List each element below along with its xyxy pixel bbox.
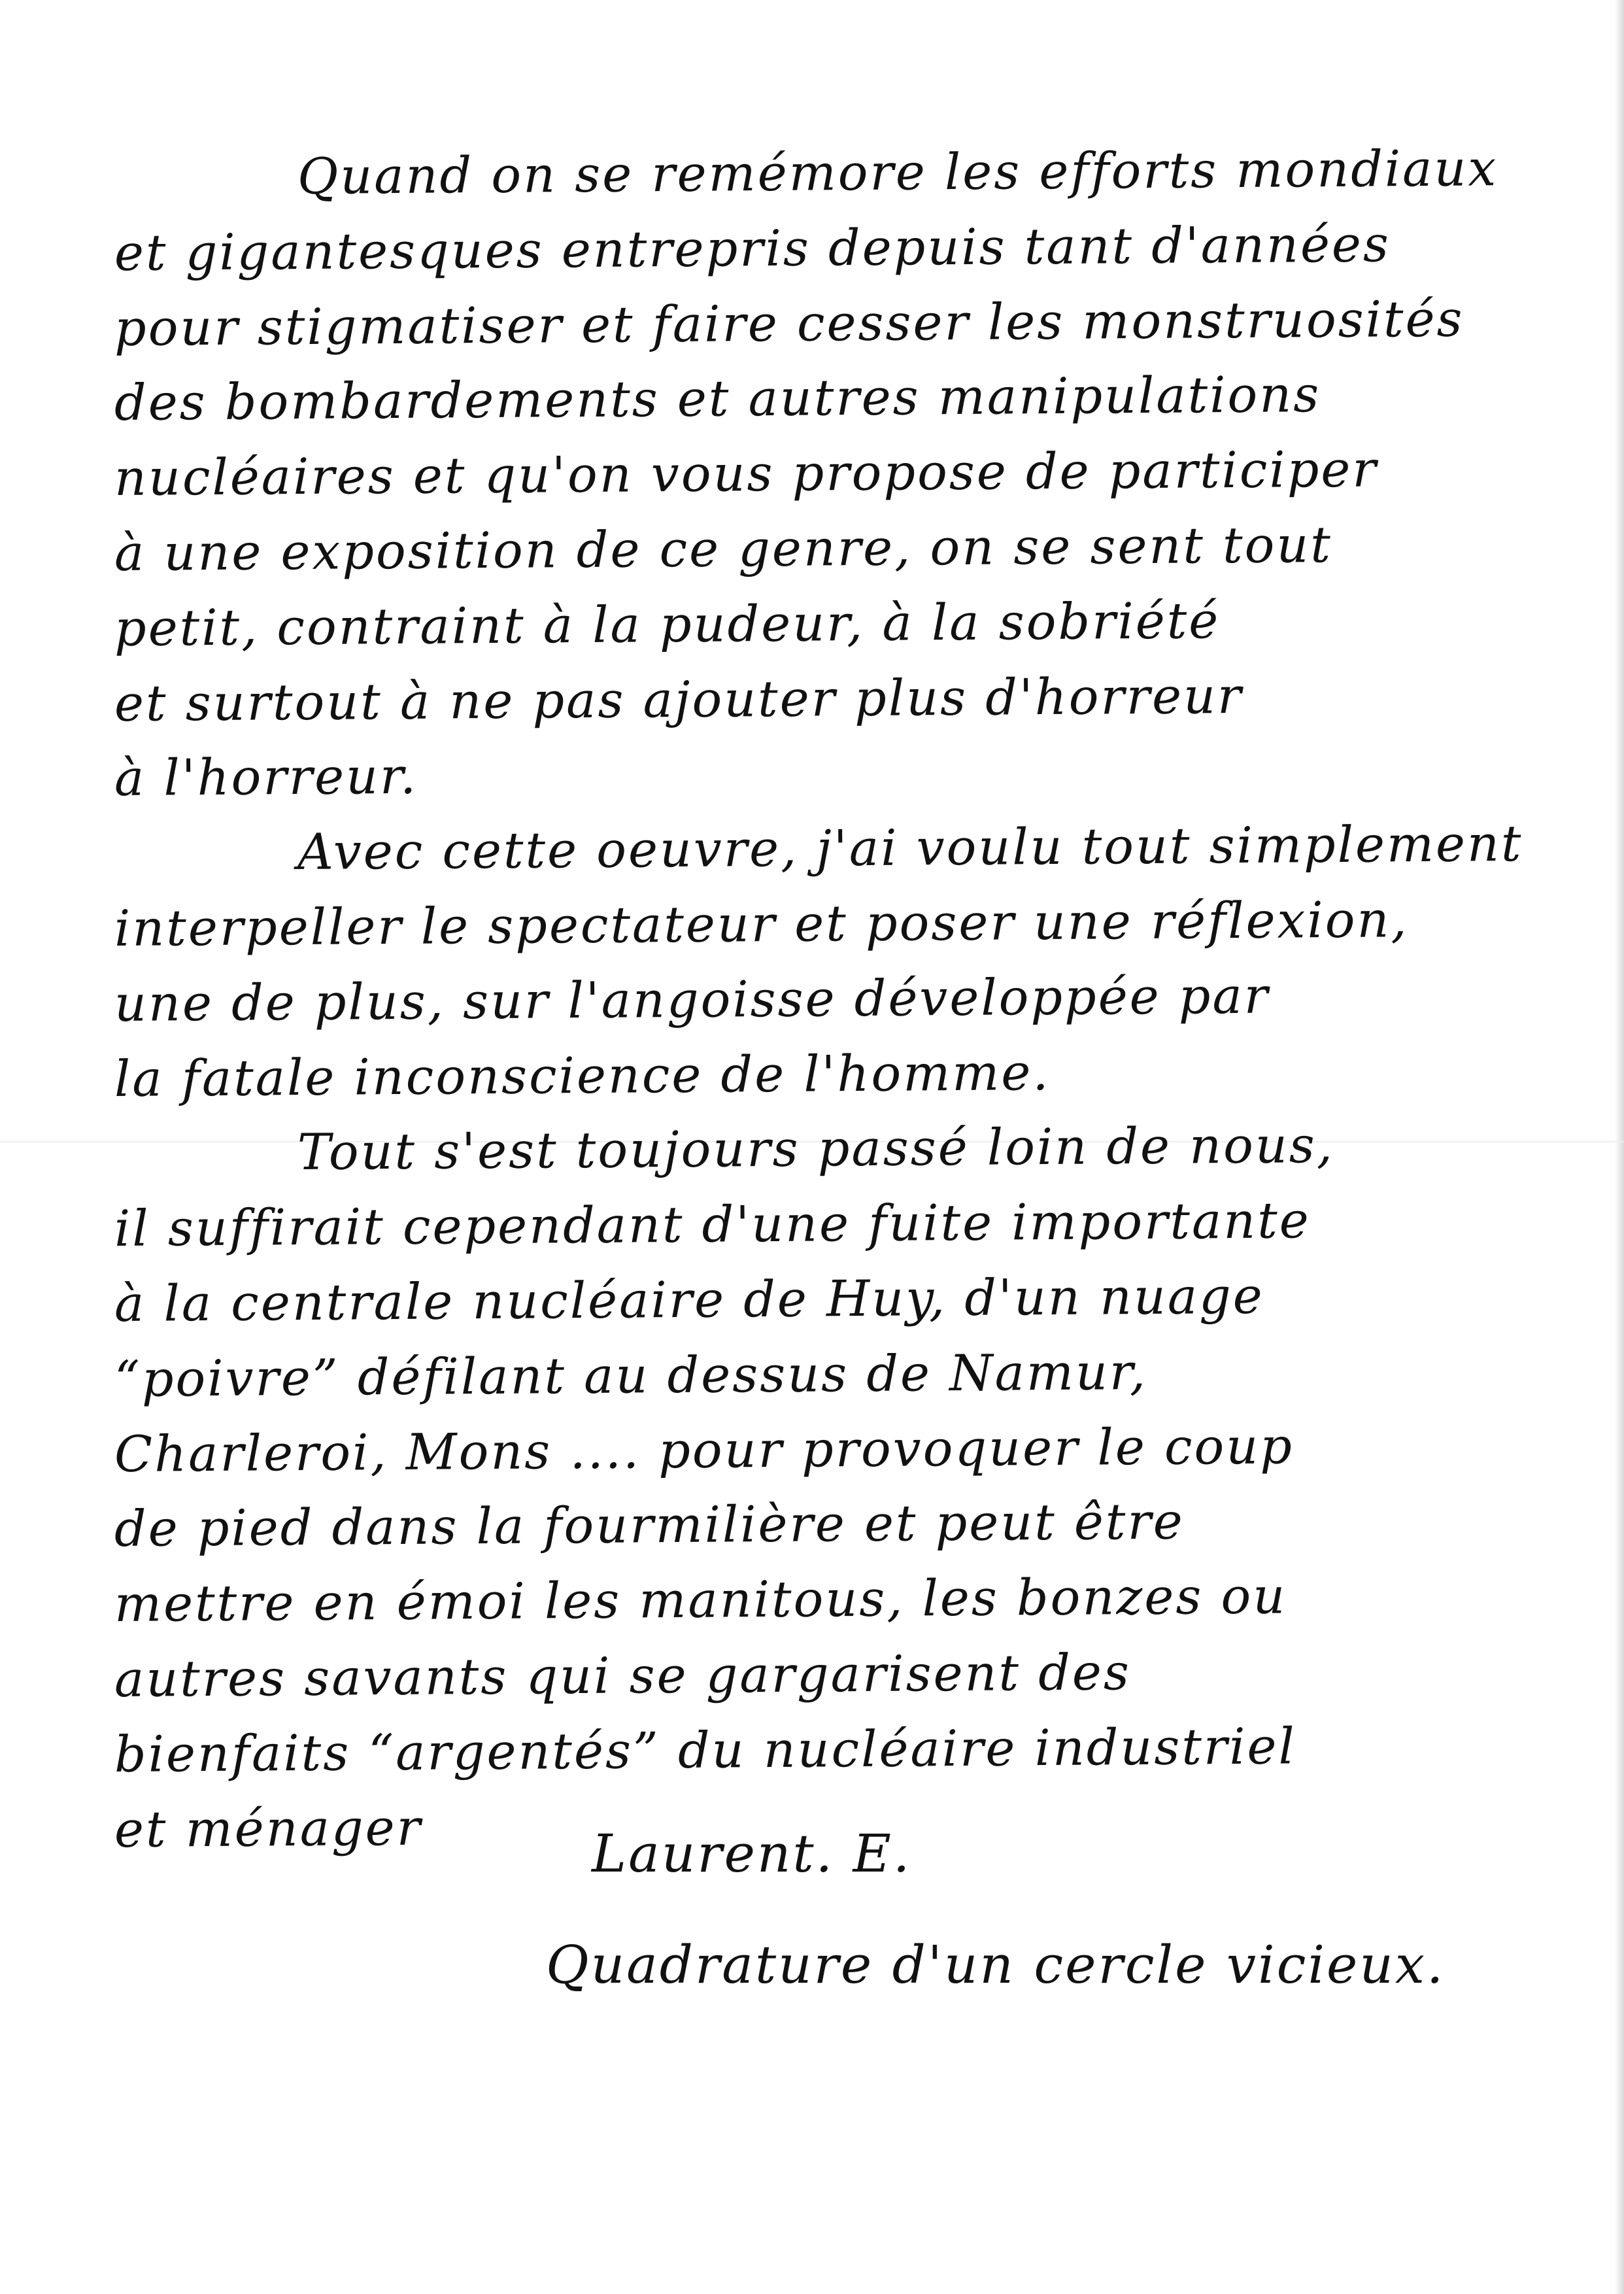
- letter-line: petit, contraint à la pudeur, à la sobriété: [114, 591, 1221, 657]
- letter-line: de pied dans la fourmilière et peut être: [114, 1492, 1185, 1558]
- letter-line: autres savants qui se gargarisent des: [114, 1643, 1132, 1708]
- letter-line: à une exposition de ce genre, on se sent tout: [114, 515, 1333, 582]
- letter-line: Avec cette oeuvre, j'ai voulu tout simplement: [297, 814, 1523, 882]
- letter-body: [114, 139, 1523, 1867]
- letter-line: “poivre” défilant au dessus de Namur,: [114, 1342, 1148, 1408]
- letter-line: pour stigmatiser et faire cesser les monstruosités: [114, 289, 1464, 357]
- letter-line: interpeller le spectateur et poser une réflexion,: [114, 890, 1409, 957]
- letter-line: il suffirait cependant d'une fuite importante: [114, 1191, 1311, 1258]
- letter-line: bienfaits “argentés” du nucléaire industriel: [114, 1717, 1297, 1783]
- signature-block: [546, 1824, 1527, 1994]
- letter-line: Tout s'est toujours passé loin de nous,: [297, 1116, 1335, 1182]
- letter-line: et surtout à ne pas ajouter plus d'horreur: [114, 666, 1243, 732]
- author-signature: Laurent. E.: [592, 1823, 912, 1884]
- letter-line: Quand on se remémore les efforts mondiaux: [297, 139, 1498, 206]
- letter-line: une de plus, sur l'angoisse développée par: [114, 966, 1270, 1033]
- letter-line: à l'horreur.: [114, 747, 418, 808]
- letter-line: et gigantesques entrepris depuis tant d'années: [114, 214, 1391, 282]
- letter-line: la fatale inconscience de l'homme.: [114, 1042, 1051, 1108]
- artwork-title: Quadrature d'un cercle vicieux.: [546, 1934, 1446, 1995]
- letter-line: et ménager: [114, 1798, 423, 1858]
- letter-line: Charleroi, Mons .... pour provoquer le coup: [114, 1416, 1294, 1483]
- page-edge-shadow: [1615, 0, 1624, 2294]
- letter-line: à la centrale nucléaire de Huy, d'un nuage: [114, 1266, 1265, 1333]
- letter-line: mettre en émoi les manitous, les bonzes ou: [114, 1566, 1287, 1634]
- letter-line: nucléaires et qu'on vous propose de participer: [114, 439, 1378, 507]
- letter-line: des bombardements et autres manipulations: [114, 365, 1321, 432]
